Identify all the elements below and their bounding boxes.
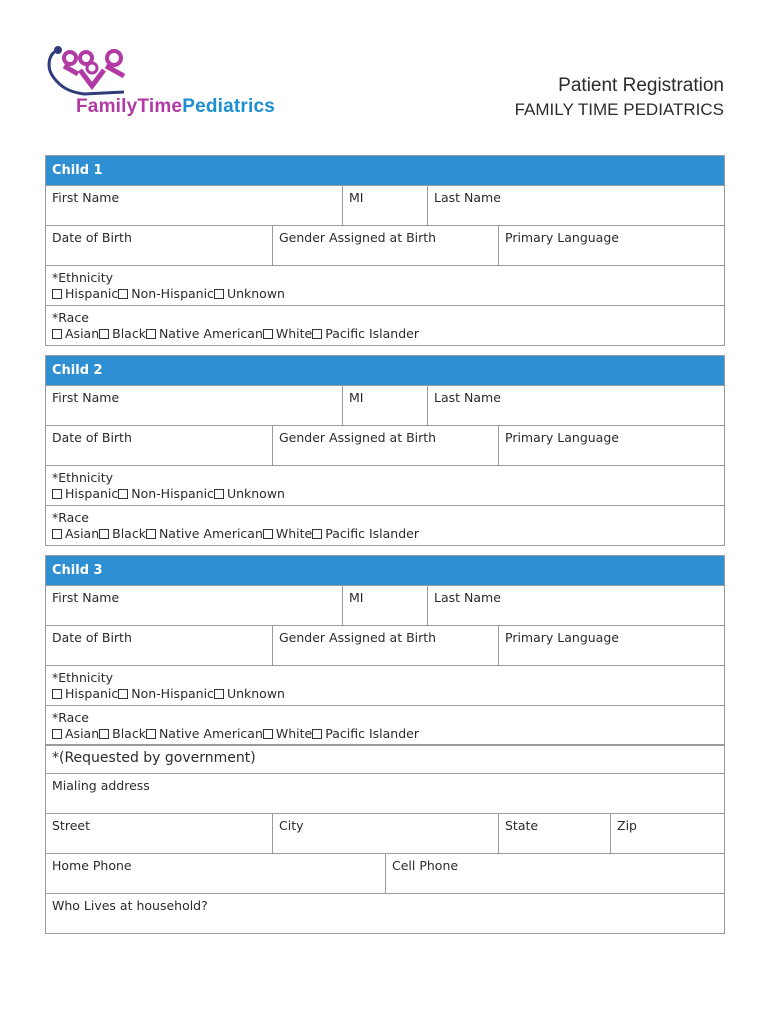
option-label: Unknown [226, 686, 285, 701]
checkbox[interactable] [214, 689, 224, 699]
checkbox[interactable] [52, 289, 62, 299]
city-field[interactable] [272, 814, 498, 853]
first-name-label: First Name [52, 590, 120, 605]
child-section-3 [45, 555, 725, 746]
checkbox[interactable] [118, 489, 128, 499]
first-name-label: First Name [52, 190, 120, 205]
dob-field[interactable] [46, 426, 272, 465]
race-option[interactable] [146, 526, 263, 542]
household-row [46, 893, 724, 933]
race-option[interactable] [99, 326, 146, 342]
mailing-row [46, 773, 724, 813]
last-name-field[interactable] [427, 586, 724, 625]
ethnicity-option[interactable] [52, 286, 118, 302]
ethnicity-options [52, 286, 724, 302]
mailing-address-field[interactable] [46, 774, 724, 813]
checkbox[interactable] [52, 329, 62, 339]
phone-row [46, 853, 724, 893]
option-label: Non-Hispanic [131, 286, 214, 301]
language-field[interactable] [498, 626, 724, 665]
title-line-2: FAMILY TIME PEDIATRICS [514, 100, 724, 119]
gender-field[interactable] [272, 426, 498, 465]
checkbox[interactable] [214, 289, 224, 299]
name-row [46, 185, 724, 225]
ethnicity-options [52, 486, 724, 502]
race-option[interactable] [263, 326, 312, 342]
race-option[interactable] [312, 326, 419, 342]
ethnicity-option[interactable] [52, 686, 118, 702]
ethnicity-label: *Ethnicity [52, 270, 114, 285]
dob-field[interactable] [46, 226, 272, 265]
race-option[interactable] [146, 726, 263, 742]
race-label: *Race [52, 310, 89, 325]
home-phone-label: Home Phone [52, 858, 132, 873]
child-header: Child 3 [46, 556, 724, 585]
option-label: Pacific Islander [325, 726, 419, 741]
race-label: *Race [52, 710, 89, 725]
option-label: White [275, 326, 313, 341]
logo-text-pediatrics: Pediatrics [182, 96, 276, 117]
checkbox[interactable] [52, 529, 62, 539]
zip-field[interactable] [610, 814, 724, 853]
logo-text-family: FamilyTime [76, 96, 183, 117]
mi-field[interactable] [342, 186, 427, 225]
race-options [52, 326, 724, 342]
child-header: Child 2 [46, 356, 724, 385]
race-option[interactable] [312, 726, 419, 742]
mailing-label: Mialing address [52, 778, 150, 793]
language-field[interactable] [498, 426, 724, 465]
language-label: Primary Language [505, 630, 619, 645]
city-label: City [279, 818, 304, 833]
option-label: Black [112, 526, 146, 541]
address-row [46, 813, 724, 853]
child-header: Child 1 [46, 156, 724, 185]
checkbox[interactable] [99, 329, 109, 339]
race-option[interactable] [52, 526, 99, 542]
language-label: Primary Language [505, 430, 619, 445]
dob-label: Date of Birth [52, 430, 132, 445]
option-label: Native American [158, 726, 263, 741]
ethnicity-option[interactable] [52, 486, 118, 502]
home-phone-field[interactable] [46, 854, 385, 893]
gender-field[interactable] [272, 626, 498, 665]
dob-label: Date of Birth [52, 630, 132, 645]
checkbox[interactable] [146, 329, 156, 339]
race-row [46, 505, 724, 545]
gender-label: Gender Assigned at Birth [279, 430, 437, 445]
ethnicity-row [46, 265, 724, 305]
ethnicity-option[interactable] [118, 286, 214, 302]
checkbox[interactable] [118, 689, 128, 699]
option-label: White [275, 726, 313, 741]
race-option[interactable] [99, 726, 146, 742]
race-row [46, 305, 724, 345]
mi-field[interactable] [342, 586, 427, 625]
last-name-label: Last Name [434, 190, 501, 205]
option-label: Hispanic [65, 486, 119, 501]
option-label: Black [112, 726, 146, 741]
ethnicity-options [52, 686, 724, 702]
gender-label: Gender Assigned at Birth [279, 230, 437, 245]
ethnicity-option[interactable] [214, 286, 285, 302]
mi-field[interactable] [342, 386, 427, 425]
street-field[interactable] [46, 814, 272, 853]
ethnicity-option[interactable] [214, 686, 285, 702]
document-title [515, 74, 724, 122]
checkbox[interactable] [146, 529, 156, 539]
option-label: Native American [158, 526, 263, 541]
language-field[interactable] [498, 226, 724, 265]
checkbox[interactable] [263, 729, 273, 739]
name-row [46, 585, 724, 625]
race-row [46, 705, 724, 745]
race-option[interactable] [263, 726, 312, 742]
option-label: Unknown [226, 486, 285, 501]
mi-label: MI [349, 390, 364, 405]
checkbox[interactable] [52, 689, 62, 699]
option-label: White [275, 526, 313, 541]
last-name-label: Last Name [434, 390, 501, 405]
option-label: Asian [65, 726, 100, 741]
government-note: *(Requested by government) [52, 750, 256, 766]
child-section-2 [45, 355, 725, 546]
language-label: Primary Language [505, 230, 619, 245]
last-name-label: Last Name [434, 590, 501, 605]
dob-label: Date of Birth [52, 230, 132, 245]
child-section-1 [45, 155, 725, 346]
gender-label: Gender Assigned at Birth [279, 630, 437, 645]
name-row [46, 385, 724, 425]
option-label: Unknown [226, 286, 285, 301]
checkbox[interactable] [146, 729, 156, 739]
race-option[interactable] [263, 526, 312, 542]
dob-row [46, 225, 724, 265]
option-label: Asian [65, 326, 100, 341]
title-line-1: Patient Registration [558, 75, 724, 96]
race-option[interactable] [146, 326, 263, 342]
option-label: Native American [158, 326, 263, 341]
ethnicity-option[interactable] [214, 486, 285, 502]
ethnicity-row [46, 665, 724, 705]
first-name-field[interactable] [46, 386, 342, 425]
option-label: Hispanic [65, 286, 119, 301]
race-option[interactable] [99, 526, 146, 542]
checkbox[interactable] [263, 529, 273, 539]
option-label: Asian [65, 526, 100, 541]
checkbox[interactable] [99, 529, 109, 539]
race-options [52, 526, 724, 542]
last-name-field[interactable] [427, 386, 724, 425]
option-label: Non-Hispanic [131, 686, 214, 701]
checkbox[interactable] [312, 729, 322, 739]
option-label: Non-Hispanic [131, 486, 214, 501]
cell-phone-label: Cell Phone [392, 858, 459, 873]
race-label: *Race [52, 510, 89, 525]
state-label: State [505, 818, 539, 833]
first-name-label: First Name [52, 390, 120, 405]
checkbox[interactable] [118, 289, 128, 299]
ethnicity-label: *Ethnicity [52, 470, 114, 485]
checkbox[interactable] [52, 489, 62, 499]
dob-field[interactable] [46, 626, 272, 665]
first-name-field[interactable] [46, 586, 342, 625]
race-options [52, 726, 724, 742]
logo [44, 44, 334, 126]
mi-label: MI [349, 590, 364, 605]
cell-phone-field[interactable] [385, 854, 724, 893]
gender-field[interactable] [272, 226, 498, 265]
household-field[interactable] [46, 894, 724, 933]
option-label: Hispanic [65, 686, 119, 701]
ethnicity-row [46, 465, 724, 505]
race-option[interactable] [52, 326, 99, 342]
race-option[interactable] [312, 526, 419, 542]
option-label: Black [112, 326, 146, 341]
option-label: Pacific Islander [325, 526, 419, 541]
contact-section [45, 744, 725, 934]
ethnicity-option[interactable] [118, 686, 214, 702]
race-option[interactable] [52, 726, 99, 742]
zip-label: Zip [617, 818, 637, 833]
logo-wordmark [76, 96, 275, 118]
checkbox[interactable] [99, 729, 109, 739]
checkbox[interactable] [312, 529, 322, 539]
household-label: Who Lives at household? [52, 898, 208, 913]
ethnicity-label: *Ethnicity [52, 670, 114, 685]
checkbox[interactable] [214, 489, 224, 499]
checkbox[interactable] [52, 729, 62, 739]
state-field[interactable] [498, 814, 610, 853]
dob-row [46, 625, 724, 665]
mi-label: MI [349, 190, 364, 205]
dob-row [46, 425, 724, 465]
option-label: Pacific Islander [325, 326, 419, 341]
checkbox[interactable] [263, 329, 273, 339]
stethoscope-family-icon [44, 44, 144, 104]
checkbox[interactable] [312, 329, 322, 339]
ethnicity-option[interactable] [118, 486, 214, 502]
last-name-field[interactable] [427, 186, 724, 225]
street-label: Street [52, 818, 90, 833]
first-name-field[interactable] [46, 186, 342, 225]
